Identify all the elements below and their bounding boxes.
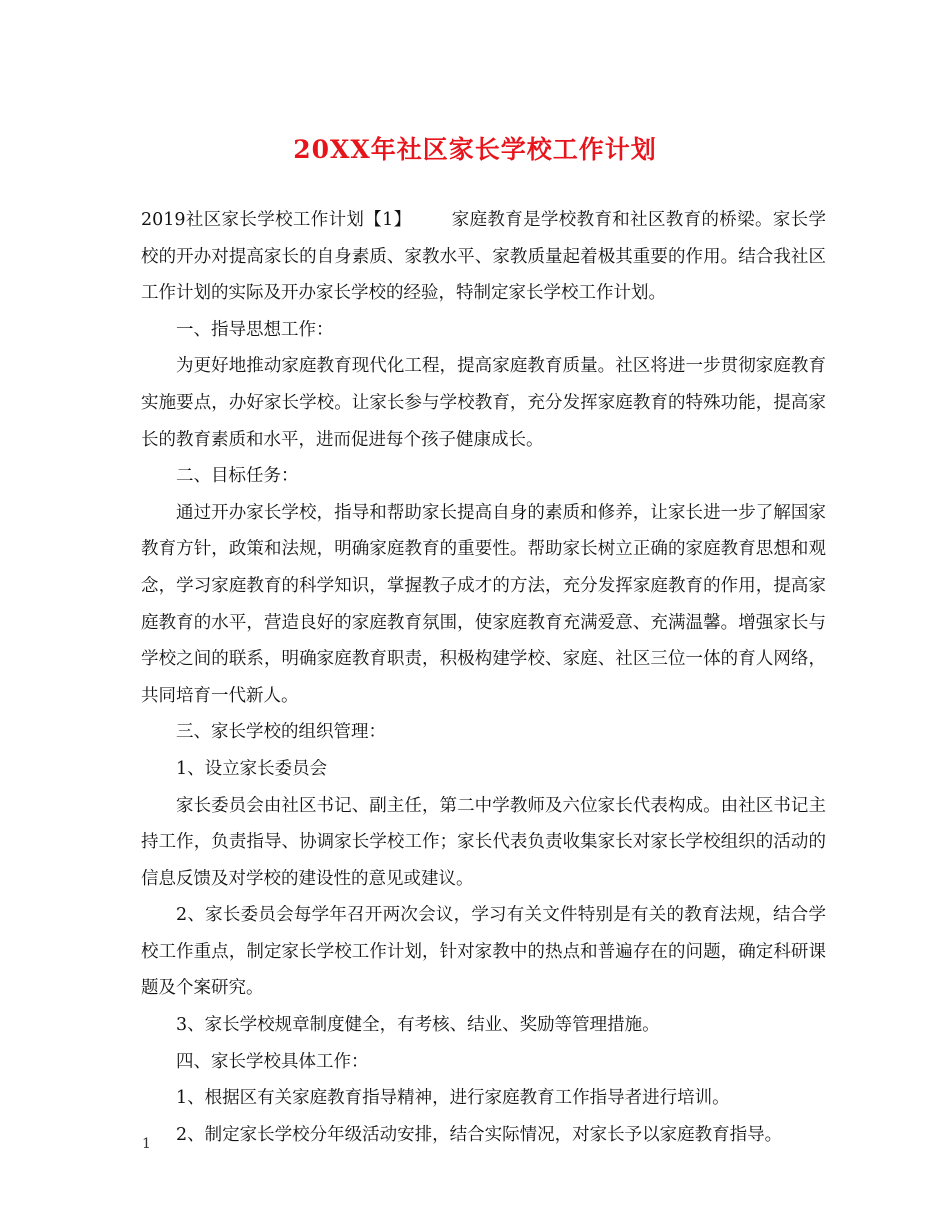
list-item-committee-meetings: 2、家长委员会每学年召开两次会议，学习有关文件特别是有关的教育法规，结合学校工作重点，制定家长学校工作计划，针对家教中的热点和普遍存在的问题，确定科研课题及个案研究。 xyxy=(141,905,826,999)
page-number: 1 xyxy=(142,1136,151,1152)
list-item-training: 1、根据区有关家庭教育指导精神，进行家庭教育工作指导者进行培训。 xyxy=(176,1088,730,1109)
document-body xyxy=(141,202,826,1153)
section-heading-guiding-ideology: 一、指导思想工作： xyxy=(176,319,334,340)
section-heading-goals: 二、目标任务： xyxy=(176,466,299,487)
list-item-parent-committee: 1、设立家长委员会 xyxy=(176,758,328,779)
section-heading-specific-work: 四、家长学校具体工作： xyxy=(176,1051,369,1072)
paragraph-guiding-ideology: 为更好地推动家庭教育现代化工程，提高家庭教育质量。社区将进一步贯彻家庭教育实施要点，办好家长学校。让家长参与学校教育，充分发挥家庭教育的特殊功能，提高家长的教育素质和水平，进而促进每个孩子健康成长。 xyxy=(141,356,826,450)
intro-label: 2019社区家长学校工作计划【1】 xyxy=(141,210,412,230)
intro-paragraph xyxy=(141,202,826,312)
section-heading-organization: 三、家长学校的组织管理： xyxy=(176,722,386,743)
paragraph-parent-committee: 家长委员会由社区书记、副主任，第二中学教师及六位家长代表构成。由社区书记主持工作，负责指导、协调家长学校工作；家长代表负责收集家长对家长学校组织的活动的信息反馈及对学校的建设性的意见或建议。 xyxy=(141,795,826,889)
list-item-rules: 3、家长学校规章制度健全，有考核、结业、奖励等管理措施。 xyxy=(176,1015,660,1036)
paragraph-goals: 通过开办家长学校，指导和帮助家长提高自身的素质和修养，让家长进一步了解国家教育方针，政策和法规，明确家庭教育的重要性。帮助家长树立正确的家庭教育思想和观念，学习家庭教育的科学知识，掌握教子成才的方法，充分发挥家庭教育的作用，提高家庭教育的水平，营造良好的家庭教育氛围，使家庭教育充满爱意、充满温馨。增强家长与学校之间的联系，明确家庭教育职责，积极构建学校、家庭、社区三位一体的育人网络，共同培育一代新人。 xyxy=(141,502,826,706)
document-title: 20XX年社区家长学校工作计划 xyxy=(293,135,657,164)
list-item-activity-schedule: 2、制定家长学校分年级活动安排，结合实际情况，对家长予以家庭教育指导。 xyxy=(176,1124,783,1145)
intro-text: 家庭教育是学校教育和社区教育的桥梁。家长学校的开办对提高家长的自身素质、家教水平、家教质量起着极其重要的作用。结合我社区工作计划的实际及开办家长学校的经验，特制定家长学校工作计划。 xyxy=(141,210,827,304)
